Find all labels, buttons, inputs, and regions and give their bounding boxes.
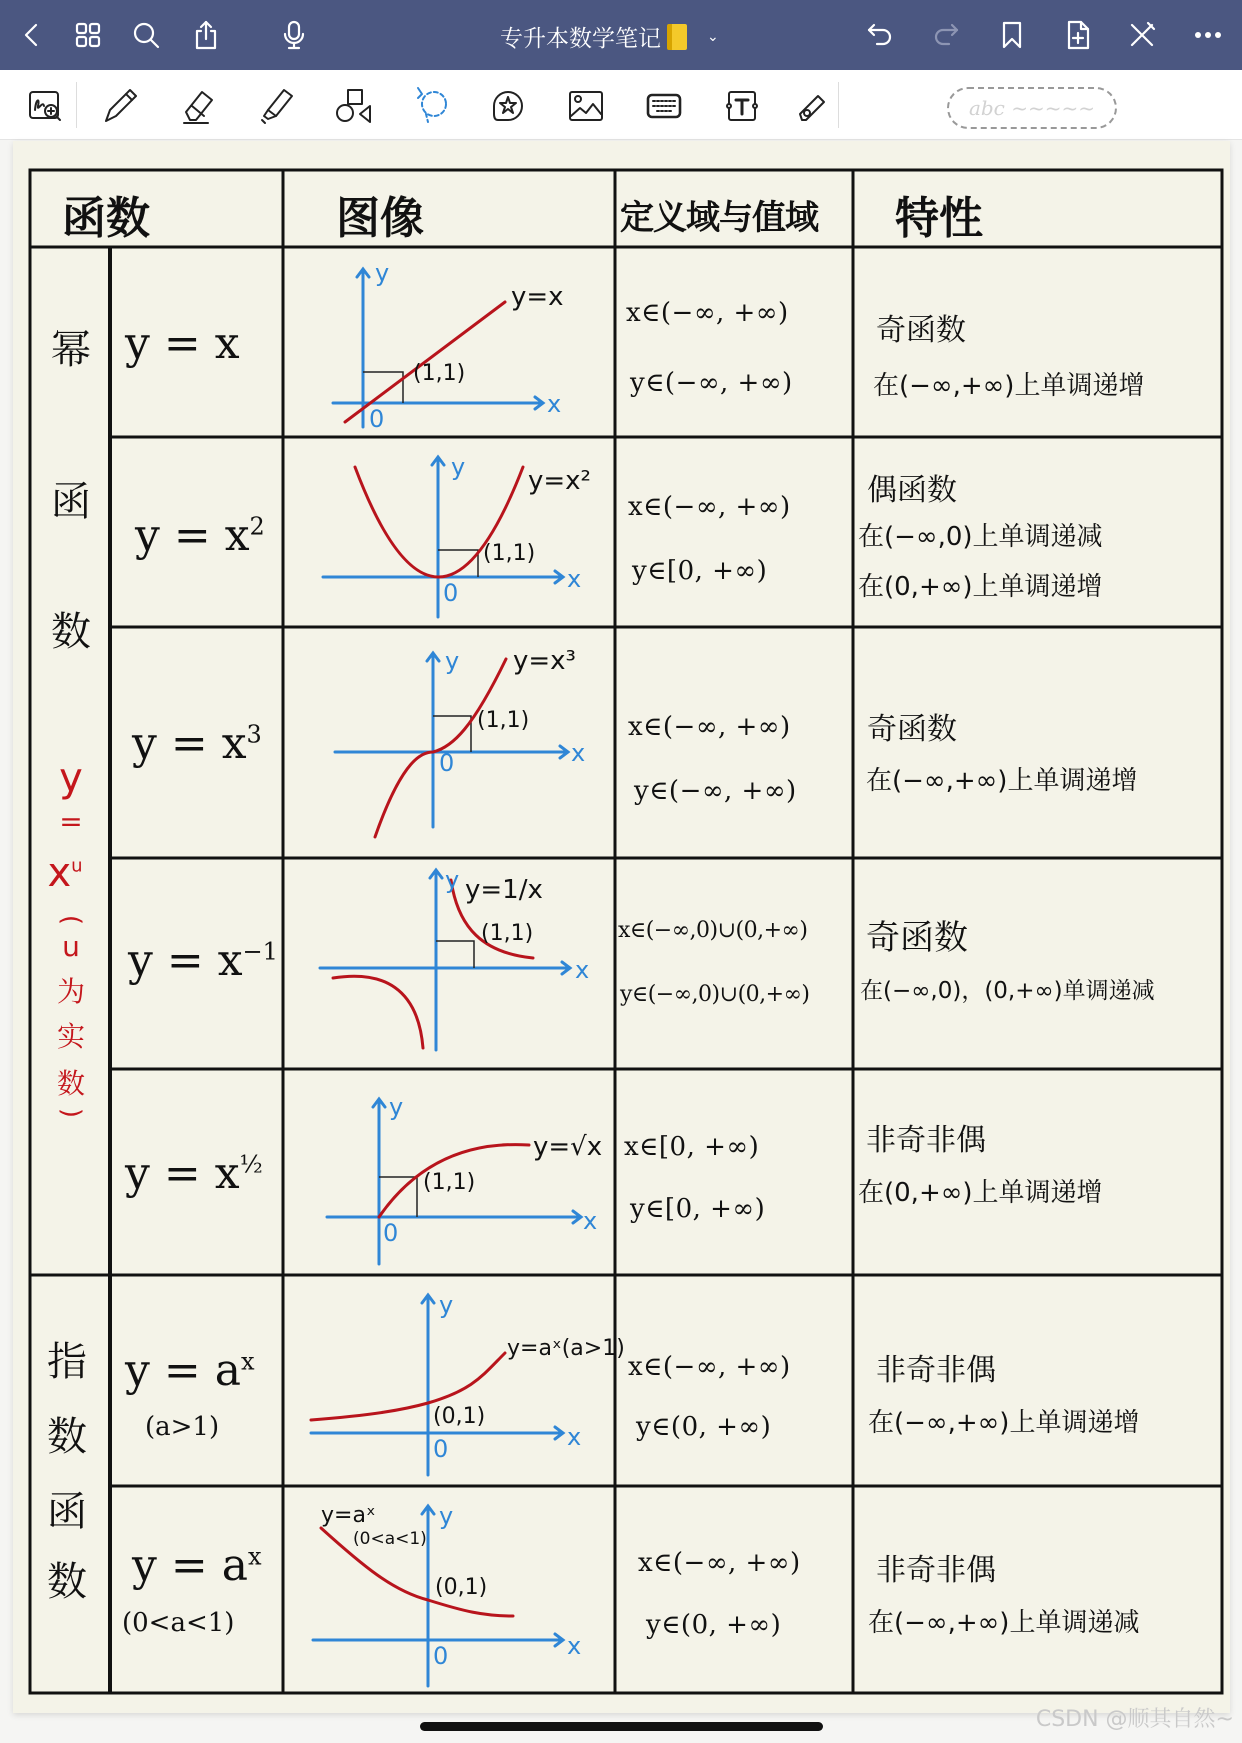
svg-text:y: y (445, 647, 460, 675)
parity-text: 奇函数 (866, 918, 968, 958)
monotonicity-text: 在(−∞,0)上单调递减 (858, 522, 1103, 552)
more-icon[interactable] (1190, 17, 1226, 53)
function-formula: $y = x^2$ (135, 510, 265, 561)
graph-y-equals-x-cubed (283, 627, 615, 858)
header-domain-range: 定义域与值域 (620, 198, 818, 238)
svg-text:(0,1): (0,1) (433, 1404, 486, 1429)
svg-text:x: x (567, 565, 582, 593)
eraser-icon[interactable] (176, 84, 220, 128)
search-icon[interactable] (128, 17, 164, 53)
power-note: $x^u$ (47, 850, 83, 896)
domain-text: x∈(−∞, +∞) (628, 712, 791, 742)
parity-text: 奇函数 (876, 313, 966, 348)
highlighter-icon[interactable] (254, 84, 298, 128)
home-indicator[interactable] (420, 1722, 823, 1731)
handwriting-input[interactable]: abc ~~~~~ (947, 87, 1117, 129)
svg-text:(1,1): (1,1) (481, 921, 534, 946)
power-note: ) (56, 1107, 86, 1119)
svg-text:x: x (575, 956, 590, 984)
function-formula: $y = x^{-1}$ (128, 935, 278, 986)
svg-text:y=√x: y=√x (533, 1132, 603, 1162)
group-power-char: 幂 (51, 327, 91, 373)
parity-text: 偶函数 (867, 473, 957, 508)
svg-text:(0<a<1): (0<a<1) (353, 1529, 427, 1549)
redo-icon[interactable] (928, 17, 964, 53)
svg-text:0: 0 (433, 1435, 449, 1463)
group-exp-char: 函 (47, 1489, 87, 1535)
laser-icon[interactable] (790, 84, 834, 128)
graph-y-equals-x-squared (283, 437, 615, 627)
svg-text:x: x (567, 1632, 582, 1660)
sticker-icon[interactable] (486, 84, 530, 128)
function-formula: y = x (125, 318, 240, 369)
svg-text:y=1/x: y=1/x (465, 875, 543, 905)
svg-text:y=aˣ(a>1): y=aˣ(a>1) (507, 1336, 625, 1361)
power-note: = (59, 805, 83, 838)
monotonicity-text: 在(−∞,+∞)上单调递减 (868, 1608, 1140, 1638)
close-pen-icon[interactable] (1124, 17, 1160, 53)
range-text: y∈(−∞, +∞) (634, 776, 797, 806)
svg-text:y=x²: y=x² (528, 466, 591, 496)
chevron-down-icon: ⌄ (707, 28, 719, 45)
shapes-icon[interactable] (332, 84, 376, 128)
function-condition: (0<a<1) (122, 1608, 235, 1638)
group-power-char: 数 (51, 609, 91, 655)
header-properties: 特性 (895, 193, 983, 244)
function-formula: $y = x^{\frac{1}{2}}$ (125, 1148, 263, 1199)
monotonicity-text: 在(−∞,+∞)上单调递增 (873, 371, 1145, 401)
microphone-icon[interactable] (276, 17, 312, 53)
power-note: 为 (56, 975, 85, 1008)
monotonicity-text: 在(−∞,+∞)上单调递增 (868, 1408, 1140, 1438)
domain-text: x∈[0, +∞) (624, 1132, 760, 1162)
svg-text:y: y (445, 866, 460, 894)
group-exp-char: 指 (47, 1339, 87, 1385)
function-formula: $y = x^3$ (132, 718, 262, 769)
svg-text:(0,1): (0,1) (435, 1575, 488, 1600)
power-note: y (59, 755, 83, 801)
svg-text:x: x (547, 390, 562, 418)
parity-text: 非奇非偶 (876, 1553, 996, 1588)
parity-text: 奇函数 (867, 712, 957, 747)
svg-text:x: x (567, 1423, 582, 1451)
svg-text:y: y (439, 1502, 454, 1530)
svg-text:(1,1): (1,1) (483, 541, 536, 566)
keyboard-icon[interactable] (642, 84, 686, 128)
monotonicity-text: 在(0,+∞)上单调递增 (858, 1178, 1103, 1208)
domain-text: x∈(−∞, +∞) (626, 298, 789, 328)
power-note: 实 (56, 1020, 85, 1053)
image-icon[interactable] (564, 84, 608, 128)
svg-text:0: 0 (443, 579, 459, 607)
document-title[interactable] (500, 20, 719, 53)
range-text: y∈[0, +∞) (632, 556, 768, 586)
drawing-toolbar (0, 70, 1242, 140)
zoom-window-icon[interactable] (24, 84, 68, 128)
svg-text:(1,1): (1,1) (413, 361, 466, 386)
range-text: y∈(−∞, +∞) (630, 368, 793, 398)
parity-text: 非奇非偶 (866, 1123, 986, 1158)
svg-text:x: x (571, 739, 586, 767)
svg-text:y=x³: y=x³ (513, 646, 576, 676)
group-exp-char: 数 (47, 1559, 87, 1605)
graph-exponential-a-less-1 (283, 1486, 615, 1693)
svg-text:y: y (439, 1291, 454, 1319)
power-note: u (62, 930, 80, 963)
lasso-icon[interactable] (410, 84, 454, 128)
header-function: 函数 (62, 193, 150, 244)
add-page-icon[interactable] (1060, 17, 1096, 53)
range-text: y∈(0, +∞) (636, 1412, 772, 1442)
svg-text:(1,1): (1,1) (477, 708, 530, 733)
svg-text:y: y (375, 259, 390, 287)
back-icon[interactable] (14, 17, 50, 53)
domain-text: x∈(−∞, +∞) (628, 492, 791, 522)
power-note: 数 (56, 1067, 85, 1100)
graph-y-equals-x (283, 247, 615, 437)
undo-icon[interactable] (862, 17, 898, 53)
svg-text:y=aˣ: y=aˣ (321, 1503, 376, 1528)
group-exp-char: 数 (47, 1414, 87, 1460)
toolbar-divider (838, 82, 839, 128)
bookmark-icon[interactable] (994, 17, 1030, 53)
function-formula: $y = a^x$ (132, 1540, 262, 1591)
domain-text: x∈(−∞, +∞) (628, 1352, 791, 1382)
monotonicity-text: 在(0,+∞)上单调递增 (858, 572, 1103, 602)
svg-text:y: y (451, 453, 466, 481)
header-graph: 图像 (336, 193, 424, 244)
domain-text: x∈(−∞,0)∪(0,+∞) (618, 918, 808, 943)
svg-text:x: x (583, 1207, 598, 1235)
domain-text: x∈(−∞, +∞) (638, 1548, 801, 1578)
power-note: ( (56, 914, 86, 926)
svg-text:0: 0 (439, 749, 455, 777)
svg-text:y: y (389, 1093, 404, 1121)
range-text: y∈(−∞,0)∪(0,+∞) (620, 982, 810, 1007)
range-text: y∈[0, +∞) (630, 1194, 766, 1224)
group-power-char: 函 (51, 479, 91, 525)
svg-text:0: 0 (383, 1219, 399, 1247)
graph-y-equals-sqrt-x (283, 1069, 615, 1275)
watermark: CSDN @顺其自然~ (1035, 1707, 1234, 1732)
range-text: y∈(0, +∞) (646, 1610, 782, 1640)
svg-text:(1,1): (1,1) (423, 1170, 476, 1195)
parity-text: 非奇非偶 (876, 1353, 996, 1388)
svg-text:0: 0 (433, 1642, 449, 1670)
document-title-text: 专升本数学笔记 (500, 26, 661, 52)
graph-y-equals-inverse-x (283, 858, 615, 1069)
monotonicity-text: 在(−∞,0)，(0,+∞)单调递减 (860, 978, 1155, 1004)
toolbar-divider (76, 82, 77, 128)
share-icon[interactable] (188, 17, 224, 53)
function-condition: (a>1) (145, 1412, 220, 1442)
function-formula: $y = a^x$ (125, 1345, 255, 1396)
svg-text:0: 0 (369, 405, 385, 433)
text-box-icon[interactable] (720, 84, 764, 128)
graph-exponential-a-greater-1 (283, 1275, 625, 1486)
pen-icon[interactable] (98, 84, 142, 128)
grid-icon[interactable] (70, 17, 106, 53)
notebook-emoji-icon (667, 24, 687, 50)
svg-text:y=x: y=x (511, 282, 564, 312)
monotonicity-text: 在(−∞,+∞)上单调递增 (866, 766, 1138, 796)
top-nav-bar (0, 0, 1242, 70)
